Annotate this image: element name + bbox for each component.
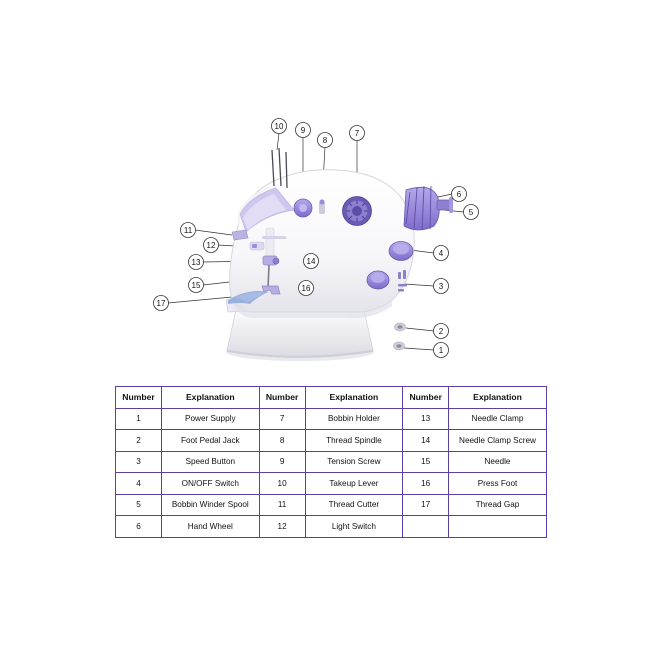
- table-cell: Bobbin Holder: [305, 408, 403, 430]
- table-header-cell: Number: [403, 387, 449, 409]
- table-cell: [449, 516, 547, 538]
- table-cell: 4: [116, 473, 162, 495]
- parts-legend-table: [115, 386, 547, 538]
- table-cell: Power Supply: [162, 408, 260, 430]
- svg-text:3: 3: [438, 282, 444, 291]
- table-row: [116, 494, 547, 516]
- svg-text:17: 17: [156, 299, 166, 308]
- table-row: [116, 516, 547, 538]
- needle: [268, 265, 269, 288]
- table-row: [116, 473, 547, 495]
- on-off-switch: [389, 242, 413, 261]
- table-cell: 17: [403, 494, 449, 516]
- table-cell: Thread Spindle: [305, 430, 403, 452]
- table-header-cell: Explanation: [305, 387, 403, 409]
- table-cell: Thread Cutter: [305, 494, 403, 516]
- svg-text:2: 2: [438, 327, 444, 336]
- table-cell: ON/OFF Switch: [162, 473, 260, 495]
- table-cell: 5: [116, 494, 162, 516]
- table-cell: 6: [116, 516, 162, 538]
- table-cell: 3: [116, 451, 162, 473]
- table-cell: 11: [259, 494, 305, 516]
- table-cell: Foot Pedal Jack: [162, 430, 260, 452]
- table-cell: 7: [259, 408, 305, 430]
- tension-screw: [294, 199, 312, 217]
- table-cell: Press Foot: [449, 473, 547, 495]
- table-cell: Speed Button: [162, 451, 260, 473]
- table-cell: [403, 516, 449, 538]
- bobbin-holder: [343, 197, 372, 226]
- table-cell: Bobbin Winder Spool: [162, 494, 260, 516]
- svg-text:1: 1: [438, 346, 444, 355]
- table-cell: 16: [403, 473, 449, 495]
- needle-clamp-screw: [273, 258, 279, 264]
- table-header-row: [116, 387, 547, 409]
- speed-button: [367, 271, 389, 289]
- table-row: [116, 430, 547, 452]
- svg-text:8: 8: [322, 136, 328, 145]
- table-header-cell: Number: [116, 387, 162, 409]
- svg-text:16: 16: [301, 284, 311, 293]
- power-supply-port: [394, 342, 405, 350]
- table-cell: 12: [259, 516, 305, 538]
- table-cell: Needle Clamp Screw: [449, 430, 547, 452]
- svg-text:6: 6: [456, 190, 462, 199]
- table-cell: 15: [403, 451, 449, 473]
- table-row: [116, 408, 547, 430]
- table-cell: Hand Wheel: [162, 516, 260, 538]
- svg-text:4: 4: [438, 249, 444, 258]
- table-header-cell: Number: [259, 387, 305, 409]
- table-cell: 10: [259, 473, 305, 495]
- svg-text:7: 7: [354, 129, 360, 138]
- table-cell: Thread Gap: [449, 494, 547, 516]
- svg-text:15: 15: [191, 281, 201, 290]
- table-cell: 13: [403, 408, 449, 430]
- svg-text:11: 11: [183, 226, 193, 235]
- table-row: [116, 451, 547, 473]
- table-cell: 2: [116, 430, 162, 452]
- table-cell: Light Switch: [305, 516, 403, 538]
- table-cell: Tension Screw: [305, 451, 403, 473]
- svg-text:14: 14: [306, 257, 316, 266]
- thread-cutter: [232, 230, 248, 240]
- table-cell: 8: [259, 430, 305, 452]
- table-cell: Needle: [449, 451, 547, 473]
- table-header-cell: Explanation: [449, 387, 547, 409]
- svg-text:9: 9: [300, 126, 306, 135]
- table-cell: Takeup Lever: [305, 473, 403, 495]
- light-switch: [250, 242, 264, 250]
- table-cell: 9: [259, 451, 305, 473]
- body-branding: [262, 236, 286, 239]
- thread-spindle: [319, 199, 325, 214]
- svg-text:5: 5: [468, 208, 474, 217]
- table-cell: 1: [116, 408, 162, 430]
- svg-text:12: 12: [206, 241, 216, 250]
- svg-text:13: 13: [191, 258, 201, 267]
- table-cell: Needle Clamp: [449, 408, 547, 430]
- svg-text:10: 10: [274, 122, 284, 131]
- table-cell: 14: [403, 430, 449, 452]
- table-header-cell: Explanation: [162, 387, 260, 409]
- hand-wheel: [404, 186, 439, 230]
- foot-pedal-jack: [395, 323, 406, 331]
